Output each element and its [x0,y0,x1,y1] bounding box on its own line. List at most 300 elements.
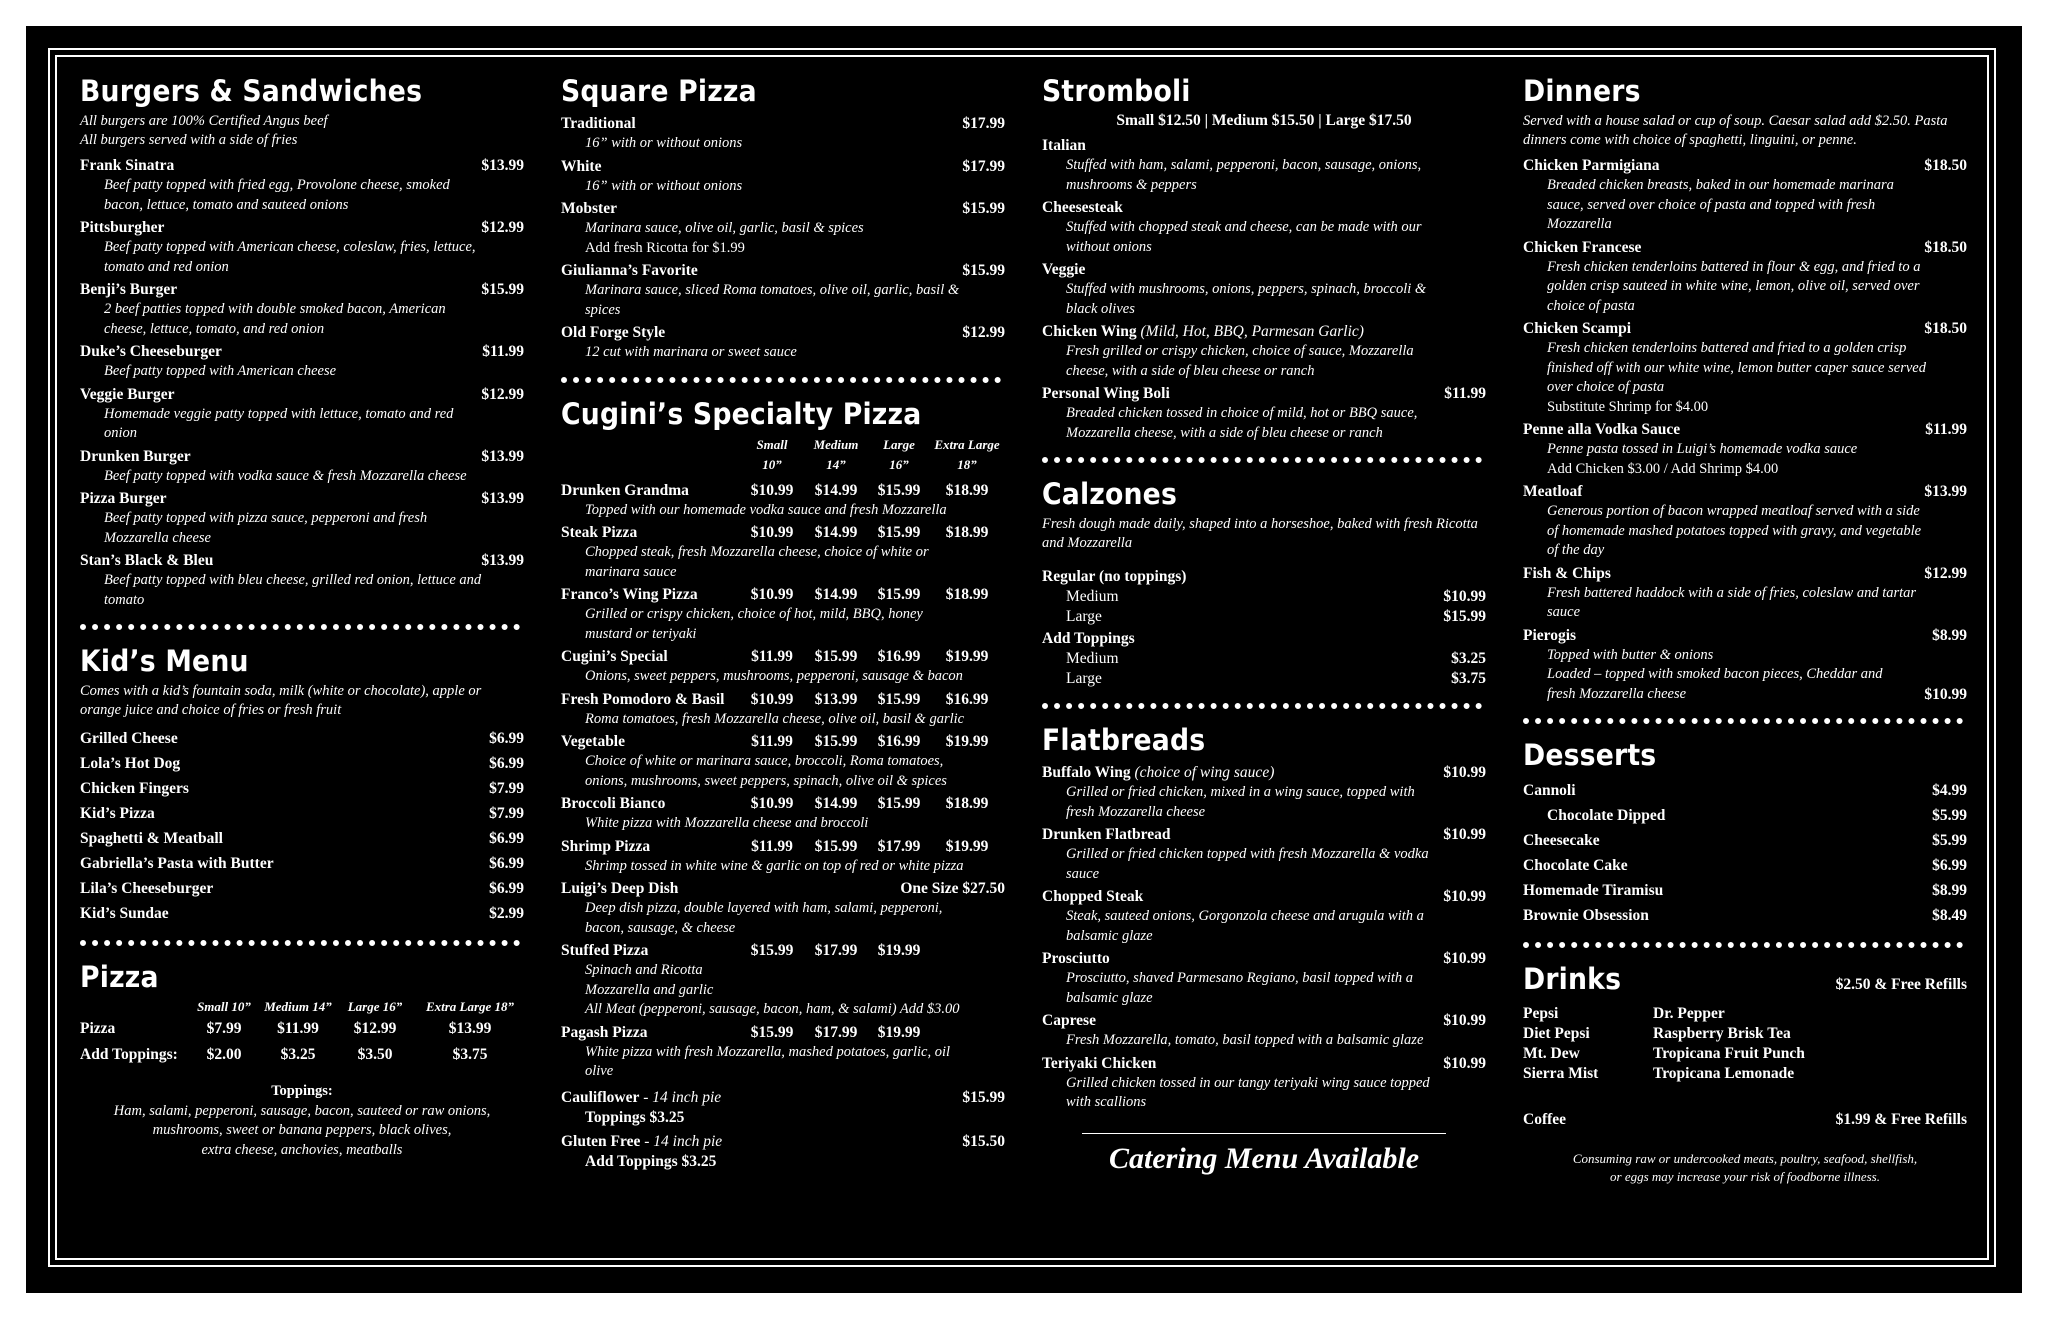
menu-item [80,447,524,487]
price-cell: $11.99 [751,733,793,750]
item-row [561,690,1005,710]
item-name: Teriyaki Chicken [1042,1054,1157,1072]
item-price: $11.99 [482,343,524,360]
menu-item [80,280,524,339]
section-title-calzones: Calzones [1042,477,1178,511]
item-extra [1523,460,1967,480]
item-name: Chopped Steak [1042,888,1144,905]
size-header: Large 16” [347,999,403,1014]
item-name: Gabriella’s Pasta with Butter [80,855,274,872]
item-description: 16” with or without onions [585,135,743,151]
price-cell: $11.99 [751,837,793,855]
item-name: Medium [1066,588,1119,605]
item-description: Prosciutto, shaved Parmesano Regiano, basil topped with a balsamic glaze [1066,970,1414,1006]
item-name-wrap [1042,136,1086,156]
drink-name: Tropicana Fruit Punch [1653,1045,1805,1062]
item-description: Beef patty topped with fried egg, Provolone cheese, smoked bacon, lettuce, tomato and sauteed onions [104,177,450,213]
list-item [80,726,524,751]
specialty-pizza-list [561,481,1005,877]
size-header: Medium 14” [264,999,332,1014]
list-item [1523,828,1967,853]
section-title-pizza: Pizza [80,960,159,994]
menu-item [561,481,1005,521]
menu-item [80,156,524,215]
item-description: White pizza with Mozzarella cheese and broccoli [585,815,869,831]
item-name: White [561,157,602,175]
menu-item [561,323,1005,363]
item-name-wrap [80,551,213,571]
item-price: $10.99 [1443,588,1486,605]
menu-item [1042,198,1486,257]
item-price: $8.99 [1932,626,1967,644]
item-name-wrap [80,280,177,300]
item-price: $6.99 [489,755,524,772]
menu-item [1523,420,1967,479]
item-row [80,489,524,509]
drink-name: Diet Pepsi [1523,1025,1590,1042]
menu-item [80,342,524,382]
item-description: Beef patty topped with bleu cheese, grilled red onion, lettuce and tomato [104,572,482,608]
price-cell: $14.99 [814,586,858,603]
column-2 [561,74,1005,1175]
item-name-wrap [1042,825,1170,845]
item-row [1042,198,1486,218]
menu-item: Stuffed Pizza $15.99 $17.99 $19.99 Spinach and Ricotta Mozzarella and garlic All Meat (pepperoni, sausage, bacon, ham, & salami) Add $3.00 [561,942,960,1017]
item-price: $15.99 [962,262,1005,279]
item-description: Beef patty topped with vodka sauce & fresh Mozzarella cheese [104,467,467,484]
item-name: Grilled Cheese [80,730,178,747]
item-row [561,114,1005,134]
item-name-wrap [1523,420,1680,440]
price-cell: $10.99 [750,481,794,499]
item-name: Cannoli [1523,782,1576,799]
item-name: Italian [1042,137,1086,154]
stromboli-list [1042,136,1486,381]
drink-name: Tropicana Lemonade [1653,1065,1795,1082]
price-cell: $3.50 [357,1046,393,1063]
item-row [1042,825,1486,845]
item-name: Prosciutto [1042,950,1110,967]
item-name: Fish & Chips [1523,564,1611,582]
item-price: $6.99 [489,830,524,847]
menu-item [561,585,1005,644]
row-label: Pizza [80,1020,116,1037]
price-cell: $18.99 [945,524,989,541]
item-name: Drunken Flatbread [1042,826,1171,843]
price-cell: $15.99 [814,837,858,855]
list-item [1042,587,1486,607]
item-price: $18.50 [1924,238,1967,256]
item-extra [1523,398,1967,418]
item-row [561,585,1005,605]
price-cell: $14.99 [814,795,858,812]
item-price: $13.99 [481,552,524,569]
item-row [1042,260,1486,280]
price-cell: $11.99 [751,648,793,665]
price-cell: $15.99 [877,795,921,812]
item-name: Chicken Wing [1042,323,1137,340]
item-name: Giulianna’s Favorite [561,262,698,279]
item-row [80,342,524,362]
item-description: Topped with butter & onions [1547,646,1714,663]
item-row [561,323,1005,343]
item-description: Grilled chicken tossed in our tangy teriyaki wing sauce topped with scallions [1066,1074,1430,1110]
item-price: $4.99 [1932,782,1967,799]
item-row [561,481,1005,501]
column-4 [1523,74,1967,1186]
item-name: Veggie [1042,261,1086,278]
item-name-wrap [1042,198,1123,218]
row-label: Add Toppings: [80,1046,178,1063]
item-row [1523,564,1967,584]
menu-item [1042,1054,1486,1113]
item-row [1523,319,1967,339]
item-price: $10.99 [1443,1054,1486,1072]
item-name: Chicken Scampi [1523,320,1632,337]
drink-name: Dr. Pepper [1653,1005,1725,1022]
drink-name: Pepsi [1523,1005,1559,1022]
item-price: $2.99 [489,905,524,922]
price-cell: $10.99 [750,586,794,603]
menu-item [1042,825,1486,884]
list-item [1523,878,1967,903]
section-title-square-pizza: Square Pizza [561,74,757,108]
calzones-intro: Fresh dough made daily, shaped into a horseshoe, baked with fresh Ricotta and Mozzarella [1042,516,1478,551]
item-description: Choice of white or marinara sauce, broccoli, Roma tomatoes, onions, mushrooms, sweet peppers, spinach, olive oil & spices [585,753,947,789]
price-cell: $18.99 [945,795,989,812]
menu-item [1523,319,1967,417]
item-extra-text: Substitute Shrimp for $4.00 [1547,398,1709,415]
item-name: Benji’s Burger [80,281,178,298]
section-title-burgers: Burgers & Sandwiches [80,74,423,108]
section-title-flatbreads: Flatbreads [1042,723,1206,757]
item-price: $7.99 [489,805,524,822]
burgers-intro: All burgers are 100% Certified Angus beef All burgers served with a side of fries [80,113,328,148]
item-name: Pierogis [1523,626,1577,644]
flatbreads-list [1042,763,1486,1113]
item-price: $3.75 [1451,670,1486,687]
item-row [80,156,524,176]
item-name: Meatloaf [1523,483,1583,500]
menu-item [561,157,1005,197]
price-cell: $7.99 [206,1020,242,1037]
item-name: Chocolate Dipped [1547,807,1666,824]
item-price: $10.99 [1443,1012,1486,1029]
item-description: Grilled or crispy chicken, choice of hot, mild, BBQ, honey mustard or teriyaki [585,606,923,642]
item-price: $12.99 [962,324,1005,341]
item-name: Chicken Francese [1523,238,1642,256]
item-row [561,647,1005,667]
menu-item [561,732,1005,791]
item-note: (Mild, Hot, BBQ, Parmesan Garlic) [1136,323,1364,340]
dotted-divider [1523,942,1963,948]
item-description: Shrimp tossed in white wine & garlic on top of red or white pizza [585,857,964,874]
menu-item [80,551,524,610]
item-name: Kid’s Sundae [80,905,169,922]
square-pizza-list [561,114,1005,363]
item-name: Shrimp Pizza [561,837,651,855]
section-title-stromboli: Stromboli [1042,74,1191,108]
item-row [1523,482,1967,502]
item-row [561,837,1005,857]
item-row [1042,763,1486,783]
item-price: $10.99 [1443,826,1486,843]
item-name-wrap [561,261,698,281]
price-cell: $13.99 [814,690,858,708]
menu-item [561,114,1005,154]
item-description: Fresh Mozzarella, tomato, basil topped with a balsamic glaze [1066,1032,1424,1048]
price-cell: $12.99 [353,1020,397,1037]
item-name: Pittsburgher [80,219,165,236]
item-name-wrap [1523,564,1611,584]
price-cell: $19.99 [945,837,989,855]
item-name: Steak Pizza [561,524,638,541]
column-1 [80,74,524,1160]
item-name-wrap [561,114,636,134]
item-description: Breaded chicken breasts, baked in our homemade marinara sauce, served over choice of pasta and topped with fresh Mozzarella [1547,177,1894,232]
price-cell: $10.99 [750,690,794,708]
menu-item [1523,482,1967,561]
item-name: Cheesecake [1523,832,1600,849]
drink-name: Sierra Mist [1523,1065,1599,1082]
item-row [80,385,524,405]
item-name: Chicken Fingers [80,780,189,797]
price-cell: $18.99 [945,481,989,499]
list-item [1042,607,1486,627]
item-name: Cheesesteak [1042,199,1123,216]
toppings-block: Toppings: Ham, salami, pepperoni, sausage, bacon, sauteed or raw onions, mushrooms, sweet or banana peppers, black olives, extra cheese, anchovies, meatballs [113,1083,491,1158]
item-name: Old Forge Style [561,324,666,341]
section-title-dinners: Dinners [1523,74,1641,108]
item-name-wrap [1523,156,1660,176]
item-name: Cugini’s Special [561,648,668,665]
item-name: Frank Sinatra [80,157,175,174]
item-extra [561,239,1005,259]
item-description: Grilled or fried chicken topped with fresh Mozzarella & vodka sauce [1066,846,1429,882]
item-price: $11.99 [1925,421,1967,438]
item-row [1523,626,1967,646]
pizza-price-table [80,998,524,1068]
item-name: Large [1066,670,1102,687]
price-cell: $17.99 [877,837,921,855]
item-row [80,447,524,467]
item-price: $7.99 [489,780,524,797]
list-item [1042,649,1486,669]
item-description: Penne pasta tossed in Luigi’s homemade vodka sauce [1547,441,1858,457]
item-description: Chopped steak, fresh Mozzarella cheese, choice of white or marinara sauce [585,544,929,580]
item-row [1523,238,1967,258]
item-description: 16” with or without onions [585,177,743,194]
menu-item [80,218,524,277]
item-price: $15.99 [481,281,524,298]
horizontal-rule [1082,1133,1446,1134]
price-cell: $14.99 [814,524,858,541]
item-name: Traditional [561,115,636,132]
dotted-divider [1523,718,1963,724]
price-cell: $10.99 [750,795,794,812]
price-cell: $19.99 [945,648,989,665]
item-description: Topped with our homemade vodka sauce and fresh Mozzarella [585,501,947,518]
item-name-wrap [1042,763,1274,783]
menu-item [1523,156,1967,235]
price-cell: $18.99 [945,586,989,603]
menu-item [1042,322,1486,381]
menu-item [1042,949,1486,1008]
item-name-wrap [1042,949,1110,969]
section-title-drinks: Drinks [1523,962,1622,996]
dotted-divider [80,624,520,630]
menu-item [80,489,524,548]
item-row [80,218,524,238]
item-extra-text: Add Chicken $3.00 / Add Shrimp $4.00 [1547,460,1779,477]
item-price: $6.99 [489,730,524,747]
item-price: $15.99 [1443,608,1486,625]
item-row [561,261,1005,281]
item-description: Roma tomatoes, fresh Mozzarella cheese, olive oil, basil & garlic [585,710,965,727]
drink-name: Raspberry Brisk Tea [1653,1025,1791,1042]
menu-item [1042,887,1486,946]
specialty-size-header: Small Medium Large Extra Large 10” 14” 16” 18” [756,436,1000,472]
item-name-wrap [80,218,164,238]
item-name-wrap [1042,1011,1096,1031]
list-item [80,826,524,851]
item-description: Fresh battered haddock with a side of fries, coleslaw and tartar sauce [1547,584,1917,620]
item-row [1042,1054,1486,1074]
health-notice: Consuming raw or undercooked meats, poultry, seafood, shellfish, or eggs may increase your risk of foodborne illness. [1572,1151,1918,1184]
item-price: $10.99 [1443,950,1486,967]
item-note: (choice of wing sauce) [1130,764,1275,781]
menu-item [561,837,1005,877]
item-name-wrap [80,156,174,176]
item-description: 12 cut with marinara or sweet sauce [585,344,797,360]
grid-spacer [80,998,190,1016]
price-cell: $2.00 [206,1046,242,1063]
item-row [561,732,1005,752]
item-name: Vegetable [561,733,625,750]
item-name: Brownie Obsession [1523,907,1649,924]
price-cell: $16.99 [945,690,989,708]
item-name-wrap [1042,1054,1156,1074]
item-name-wrap [80,447,191,467]
menu-item [561,690,1005,730]
list-item [80,876,524,901]
item-name: Chicken Parmigiana [1523,157,1660,174]
section-title-desserts: Desserts [1523,738,1657,772]
item-price: $15.99 [962,200,1005,217]
item-name: Fresh Pomodoro & Basil [561,690,725,708]
item-description: Fresh chicken tenderloins battered and fried to a golden crisp finished off with our white wine, lemon butter caper sauce served over choice of pasta [1547,340,1926,395]
kids-intro: Comes with a kid’s fountain soda, milk (white or chocolate), apple or orange juice and choice of fries or fresh fruit [80,683,482,718]
burgers-list [80,156,524,610]
item-description: Beef patty topped with American cheese [104,363,337,379]
item-name-wrap [561,323,665,343]
item-name: Caprese [1042,1012,1096,1029]
desserts-list [1523,778,1967,928]
item-name: Stan’s Black & Bleu [80,552,214,569]
dotted-divider [1042,457,1482,463]
item-name: Penne alla Vodka Sauce [1523,421,1681,438]
dinners-list [1523,156,1967,704]
menu-item [561,523,1005,582]
item-price: $18.50 [1924,157,1967,174]
item-price: $8.49 [1932,907,1967,924]
item-price: $10.99 [1443,764,1486,781]
item-name: Homemade Tiramisu [1523,882,1664,899]
item-row [1523,156,1967,176]
item-name-wrap [1523,238,1641,258]
menu-item [561,261,1005,320]
item-name: Spaghetti & Meatball [80,830,223,847]
item-description: Marinara sauce, olive oil, garlic, basil & spices [585,220,864,236]
item-row [1042,949,1486,969]
price-cell: $16.99 [877,648,921,665]
item-description: Beef patty topped with pizza sauce, pepperoni and fresh Mozzarella cheese [104,510,428,546]
price-cell: $10.99 [750,524,794,541]
price-cell: $13.99 [448,1020,492,1037]
section-title-kids: Kid’s Menu [80,644,249,678]
item-name-wrap [1042,322,1364,342]
item-description: 2 beef patties topped with double smoked bacon, American cheese, lettuce, tomato, and red onion [104,301,446,337]
price-cell: $15.99 [877,524,921,541]
dinners-intro: Served with a house salad or cup of soup. Caesar salad add $2.50. Pasta dinners come with choice of spaghetti, linguini, or penne. [1523,113,1948,148]
item-name: Medium [1066,650,1119,667]
item-price: $17.99 [962,115,1005,132]
list-item [1042,669,1486,689]
item-price: $12.99 [481,219,524,236]
item-name: Veggie Burger [80,385,175,403]
menu-item: Gluten Free - 14 inch pie $15.50 Add Toppings $3.25 [561,1132,1005,1170]
item-description: Steak, sauteed onions, Gorgonzola cheese and arugula with a balsamic glaze [1066,908,1424,944]
price-cell: $16.99 [877,733,921,750]
item-description: Stuffed with mushrooms, onions, peppers, spinach, broccoli & black olives [1066,281,1427,317]
item-name-wrap [80,342,222,362]
menu-item [1042,763,1486,822]
item-price: $12.99 [481,385,524,403]
menu-item [1042,136,1486,195]
list-item [80,801,524,826]
list-item [80,851,524,876]
item-row [1042,322,1486,342]
menu-item: Cauliflower - 14 inch pie $15.99 Toppings $3.25 [561,1088,1005,1126]
price-cell: $15.99 [814,648,858,665]
item-extra-text: Add fresh Ricotta for $1.99 [585,239,745,256]
drinks-header [1523,962,1967,1000]
item-price: $10.99 [1443,888,1486,905]
item-name-wrap [80,489,167,509]
item-description: Beef patty topped with American cheese, coleslaw, fries, lettuce, tomato and red onion [104,239,476,275]
menu-item: Personal Wing Boli $11.99 Breaded chicken tossed in choice of mild, hot or BBQ sauce, Mozzarella cheese, with a side of bleu cheese or ranch [1042,385,1486,441]
price-cell: $14.99 [814,481,858,499]
item-name: Lola’s Hot Dog [80,755,181,772]
item-row [80,551,524,571]
price-cell: $11.99 [277,1020,319,1037]
item-name: Large [1066,608,1102,625]
coffee-row: Coffee $1.99 & Free Refills [1523,1111,1967,1128]
list-item [80,751,524,776]
drinks-list [1523,1004,1967,1084]
item-description-text: Loaded – topped with smoked bacon pieces, Cheddar and fresh Mozzarella cheese [1547,666,1883,702]
price-cell: $15.99 [814,733,858,750]
calzones-add-list [1042,649,1486,689]
item-row [1042,1011,1486,1031]
item-description: Homemade veggie patty topped with lettuce, tomato and red onion [104,405,454,441]
drink-name: Mt. Dew [1523,1045,1580,1062]
menu-item [1042,260,1486,319]
size-header: Small 10” [197,999,251,1014]
item-name-wrap [1523,319,1631,339]
item-name: Franco’s Wing Pizza [561,586,698,603]
item-price: $3.25 [1451,650,1486,667]
